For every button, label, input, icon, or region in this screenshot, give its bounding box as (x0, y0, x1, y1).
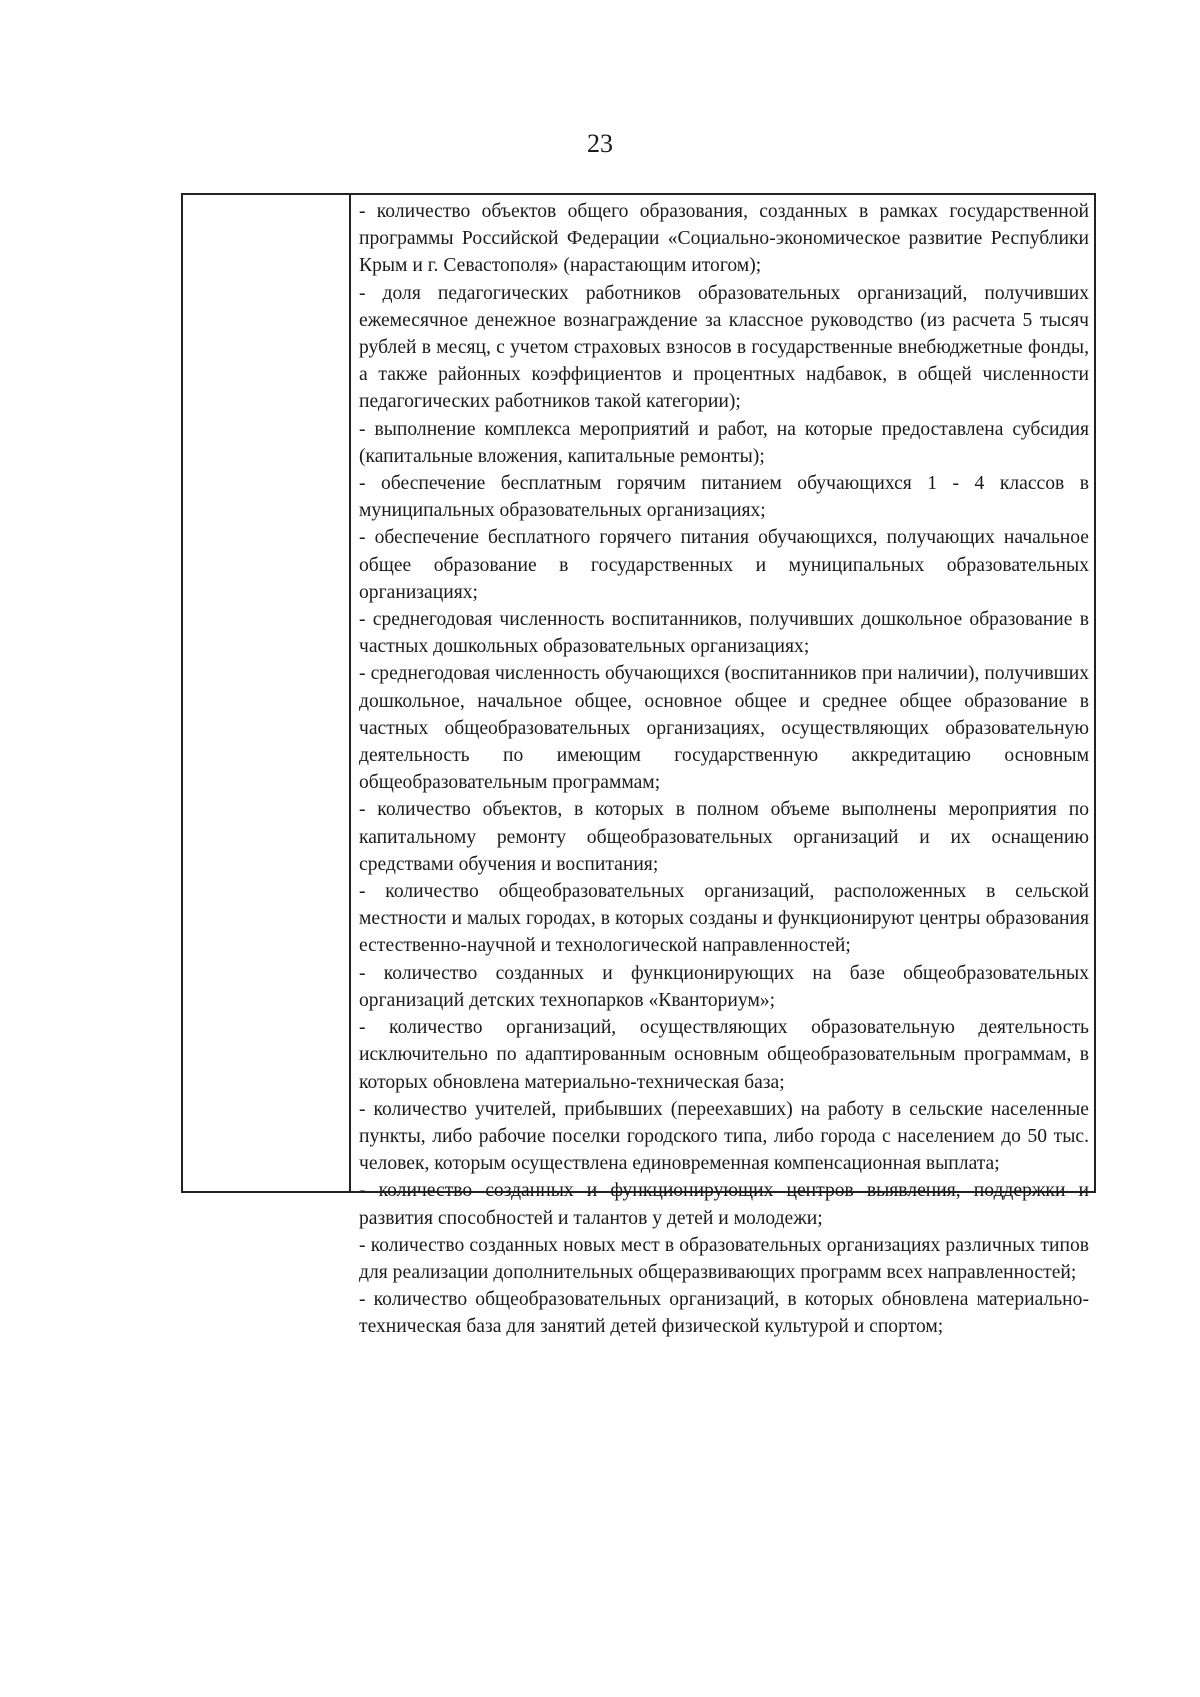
table-right-cell (351, 195, 1094, 1338)
list-item: - доля педагогических работников образовательных организаций, получивших ежемесячное денежное вознаграждение за классное руководство (из расчета 5 тысяч рублей в месяц, с учетом страховых взносов в государственные внебюджетные фонды, а также районных коэффициентов и процентных надбавок, в общей численности педагогических работников такой категории); (359, 282, 1089, 413)
list-item: - количество общеобразовательных организаций, расположенных в сельской местности и малых городах, в которых созданы и функционируют центры образования естественно-научной и технологической направленностей; (359, 881, 1089, 957)
list-item: - количество объектов общего образования, созданных в рамках государственной программы Российской Федерации «Социально-экономическое развитие Республики Крым и г. Севастополя» (нарастающим итогом); (359, 201, 1089, 277)
list-item: - количество созданных новых мест в образовательных организациях различных типов для реализации дополнительных общеразвивающих программ всех направленностей; (359, 1234, 1089, 1283)
list-item: - обеспечение бесплатным горячим питанием обучающихся 1 - 4 классов в муниципальных образовательных организациях; (359, 473, 1089, 522)
list-item: - количество общеобразовательных организаций, в которых обновлена материально-техническая база для занятий детей физической культурой и спортом; (359, 1289, 1089, 1338)
list-item: - среднегодовая численность обучающихся (воспитанников при наличии), получивших дошкольное, начальное общее, основное общее и среднее общее образование в частных общеобразовательных организациях, осуществляющих образовательную деятельность по имеющим государственную аккредитацию основным общеобразовательным программам; (359, 663, 1089, 794)
list-item: - обеспечение бесплатного горячего питания обучающихся, получающих начальное общее образование в государственных и муниципальных образовательных организациях; (359, 527, 1089, 603)
list-item: - среднегодовая численность воспитанников, получивших дошкольное образование в частных дошкольных образовательных организациях; (359, 609, 1089, 658)
list-item: - количество созданных и функционирующих центров выявления, поддержки и развития способностей и талантов у детей и молодежи; (359, 1180, 1089, 1229)
list-item: - количество учителей, прибывших (переехавших) на работу в сельские населенные пункты, либо рабочие поселки городского типа, либо города с населением до 50 тыс. человек, которым осуществлена единовременная компенсационная выплата; (359, 1098, 1089, 1175)
list-item: - количество объектов, в которых в полном объеме выполнены мероприятия по капитальному ремонту общеобразовательных организаций и их оснащению средствами обучения и воспитания; (359, 799, 1089, 875)
indicator-table (181, 193, 1096, 1338)
list-item: - количество созданных и функционирующих на базе общеобразовательных организаций детских технопарков «Кванториум»; (359, 962, 1089, 1011)
table-left-cell (183, 195, 351, 1191)
page-number: 23 (587, 129, 613, 158)
list-item: - количество организаций, осуществляющих образовательную деятельность исключительно по адаптированным основным общеобразовательным программам, в которых обновлена материально-техническая база; (359, 1017, 1089, 1093)
list-item: - выполнение комплекса мероприятий и работ, на которые предоставлена субсидия (капитальные вложения, капитальные ремонты); (359, 418, 1089, 467)
